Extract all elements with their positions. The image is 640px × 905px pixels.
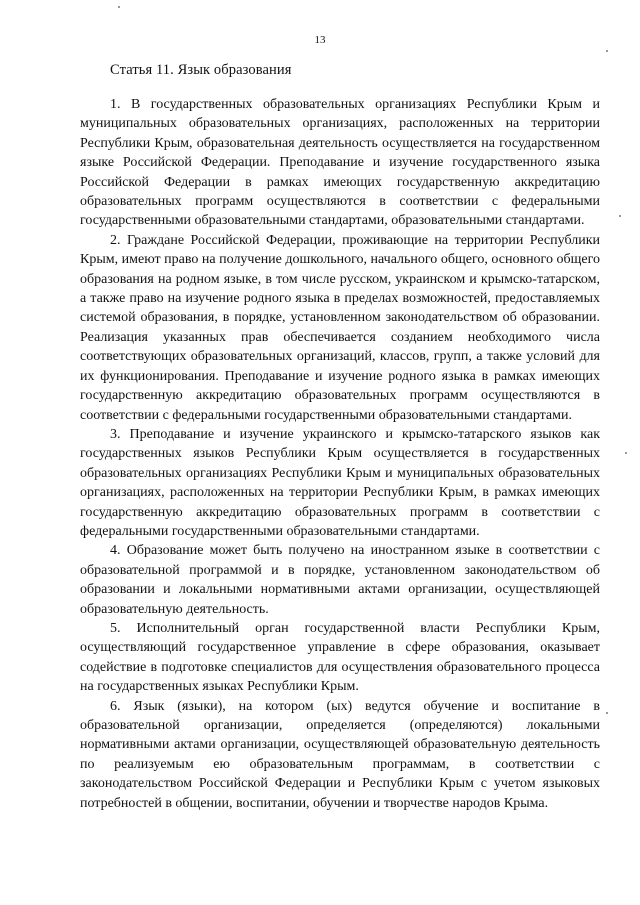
scan-speck — [606, 712, 608, 714]
page-number: 13 — [314, 34, 326, 46]
article-title: Статья 11. Язык образования — [110, 62, 292, 78]
scan-speck — [118, 6, 120, 8]
paragraph-3: 3. Преподавание и изучение украинского и крымско-татарского языков как государственных языков Республики Крым осуществляется в государственных образовательных организациях Республики Крым и муниципальных образовательных организациях, расположенных на территории Республики Крым, в рамках имеющих государственную аккредитацию образовательных программ в соответствии с федеральными государственными образовательными стандартами. — [80, 426, 600, 539]
paragraph-1: 1. В государственных образовательных организациях Республики Крым и муниципальных образовательных организациях, расположенных на территории Республики Крым, образовательная деятельность осуществляется на государственном языке Российской Федерации. Преподавание и изучение государственного языка Российской Федерации в рамках имеющих государственную аккредитацию образовательных программ осуществляются в соответствии с федеральными государственными образовательными стандартами, образовательными стандартами. — [80, 97, 600, 229]
scan-speck — [606, 50, 608, 52]
paragraph-5: 5. Исполнительный орган государственной власти Республики Крым, осуществляющий государственное управление в сфере образования, оказывает содействие в подготовке специалистов для осуществления образовательного процесса на государственных языках Республики Крым. — [80, 620, 600, 695]
paragraph-4: 4. Образование может быть получено на иностранном языке в соответствии с образовательной программой и в порядке, установленном законодательством об образовании и локальными нормативными актами организации, осуществляющей образовательную деятельность. — [80, 543, 600, 617]
paragraph-6: 6. Язык (языки), на котором (ых) ведутся обучение и воспитание в образовательной организации, определяется (определяются) локальными нормативными актами организации, осуществляющей образовательную деятельность по реализуемым ею образовательным программам, в соответствии с законодательством Российской Федерации и Республики Крым с учетом языковых потребностей в общении, воспитании, обучении и творчестве народов Крыма. — [80, 698, 600, 811]
paragraph-2: 2. Граждане Российской Федерации, проживающие на территории Республики Крым, имеют право на получение дошкольного, начального общего, основного общего образования на родном языке, в том числе русском, украинском и крымско-татарском, а также право на изучение родного языка в пределах возможностей, предоставляемых системой образования, в порядке, установленном законодательством об образовании. Реализация указанных прав обеспечивается созданием необходимого числа соответствующих образовательных организаций, классов, групп, а также условий для их функционирования. Преподавание и изучение родного языка в рамках имеющих государственную аккредитацию образовательных программ осуществляются в соответствии с федеральными государственными образовательными стандартами. — [80, 232, 600, 423]
scan-speck — [625, 452, 627, 454]
article-body — [80, 95, 600, 813]
scan-speck — [619, 215, 621, 217]
